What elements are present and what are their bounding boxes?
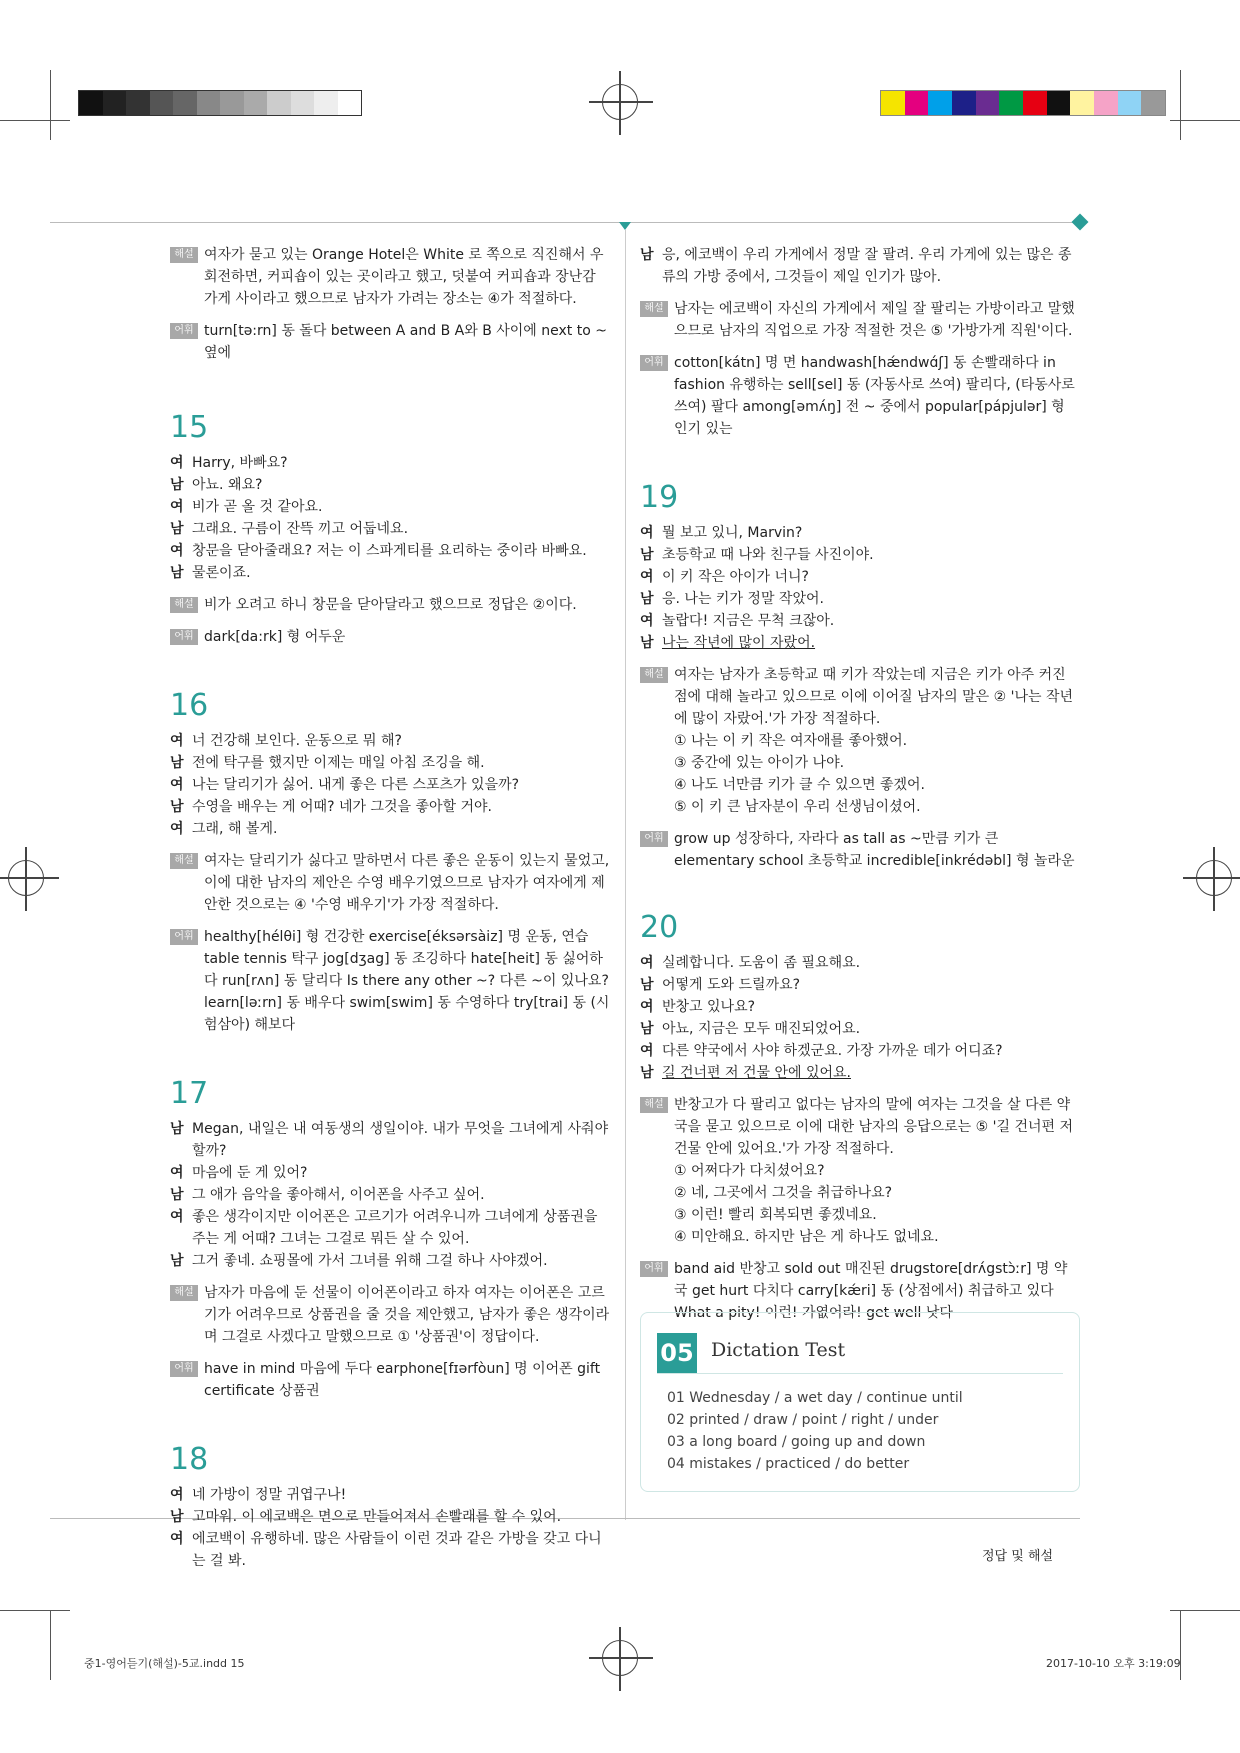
utterance: 아뇨. 왜요? xyxy=(192,477,263,493)
vocab-block xyxy=(170,926,610,1036)
speaker: 남 xyxy=(640,547,654,563)
dictation-title: Dictation Test xyxy=(711,1339,846,1361)
vocab-block xyxy=(170,626,610,648)
crop-mark xyxy=(0,120,70,121)
vocab-text: have in mind 마음에 두다 earphone[fɪərfòun] 명 이어폰 gift certificate 상품권 xyxy=(204,1361,601,1399)
speaker: 여 xyxy=(170,777,184,793)
vocab-block xyxy=(640,828,1080,872)
utterance: 반창고 있나요? xyxy=(662,999,756,1015)
utterance: 뭘 보고 있니, Marvin? xyxy=(662,525,803,541)
question-18 xyxy=(170,1442,610,1572)
utterance: 그 애가 음악을 좋아해서, 이어폰을 사주고 싶어. xyxy=(192,1187,485,1203)
option: ④ 미안해요. 하지만 남은 게 하나도 없네요. xyxy=(674,1229,939,1245)
dictation-item: 01 Wednesday / a wet day / continue until xyxy=(667,1390,963,1406)
utterance: 마음에 둔 게 있어? xyxy=(192,1165,308,1181)
timestamp-slug: 2017-10-10 오후 3:19:09 xyxy=(1046,1657,1181,1670)
registration-mark-bottom xyxy=(602,1640,638,1676)
registration-mark-right xyxy=(1196,860,1232,896)
crop-mark xyxy=(1170,1610,1240,1611)
explain-tag: 해설 xyxy=(170,853,198,869)
utterance: 응, 에코백이 우리 가게에서 정말 잘 팔려. 우리 가게에 있는 많은 종류의 가방 중에서, 그것들이 제일 인기가 많아. xyxy=(662,247,1072,285)
explain-text: 여자는 달리기가 싫다고 말하면서 다른 좋은 운동이 있는지 물었고, 이에 대한 남자의 제안은 수영 배우기였으므로 남자가 여자에게 제안한 것으로는 ④ '수영 배우기'가 가장 적절하다. xyxy=(204,853,610,913)
explain-text: 여자는 남자가 초등학교 때 키가 작았는데 지금은 키가 아주 커진 점에 대해 놀라고 있으므로 이에 이어질 남자의 말은 ② '나는 작년에 많이 자랐어.'가 가장 적절하다. xyxy=(674,667,1073,727)
utterance: 비가 곧 올 것 같아요. xyxy=(192,499,323,515)
answer-utterance: 나는 작년에 많이 자랐어. xyxy=(662,635,816,651)
speaker: 여 xyxy=(170,1209,184,1225)
utterance: 그래요. 구름이 잔뜩 끼고 어둡네요. xyxy=(192,521,409,537)
vocab-tag: 어휘 xyxy=(170,629,198,645)
vocab-tag: 어휘 xyxy=(170,929,198,945)
option: ① 나는 이 키 작은 여자애를 좋아했어. xyxy=(674,733,908,749)
dialogue-line xyxy=(640,244,1080,288)
utterance: 수영을 배우는 게 어때? 네가 그것을 좋아할 거야. xyxy=(192,799,492,815)
explain-tag: 해설 xyxy=(170,597,198,613)
dialogue-line xyxy=(640,996,1080,1018)
speaker: 여 xyxy=(640,999,654,1015)
speaker: 남 xyxy=(640,1065,654,1081)
dictation-rule xyxy=(657,1373,1063,1374)
dialogue-line xyxy=(170,1528,610,1572)
option: ③ 이런! 빨리 회복되면 좋겠네요. xyxy=(674,1207,877,1223)
question-16 xyxy=(170,688,610,1036)
explain-text: 남자가 마음에 둔 선물이 이어폰이라고 하자 여자는 이어폰은 고르기가 어려우므로 상품권을 줄 것을 제안했고, 남자가 좋은 생각이라며 그걸로 사겠다고 말했으므로 ① '상품권'이 정답이다. xyxy=(204,1285,610,1345)
explain-text: 여자가 묻고 있는 Orange Hotel은 White 로 쪽으로 직진해서 우회전하면, 커피숍이 있는 곳이라고 했고, 덧붙여 커피숍과 장난감 가게 사이라고 했으므로 남자가 가려는 장소는 ④가 적절하다. xyxy=(204,247,604,307)
explain-block xyxy=(170,850,610,916)
column-divider xyxy=(625,230,626,1520)
option: ④ 나도 너만큼 키가 클 수 있으면 좋겠어. xyxy=(674,777,926,793)
crop-mark xyxy=(1170,120,1240,121)
question-19 xyxy=(640,480,1080,872)
page-section-label: 정답 및 해설 xyxy=(982,1549,1054,1564)
utterance: 실례합니다. 도움이 좀 필요해요. xyxy=(662,955,861,971)
explain-block xyxy=(170,594,610,616)
explain-text: 반창고가 다 팔리고 없다는 남자의 말에 여자는 그것을 살 다른 약국을 묻고 있으므로 이에 대한 남자의 응답으로는 ⑤ '길 건너편 저 건물 안에 있어요.'가 가장 적절하다. xyxy=(674,1097,1073,1157)
vocab-text: band aid 반창고 sold out 매진된 drugstore[drʌ́gstɔ̀ːr] 명 약국 get hurt 다치다 carry[kǽri] 동 (상점에서) 취급하고 있다 What a pity! 이런! 가엾어라! get well 낫다 xyxy=(674,1261,1068,1321)
vocab-text: dark[da:rk] 형 어두운 xyxy=(204,629,346,645)
dialogue-line xyxy=(640,974,1080,996)
vocab-tag: 어휘 xyxy=(170,323,198,339)
dialogue-line xyxy=(170,562,610,584)
speaker: 남 xyxy=(170,1121,184,1137)
crop-mark xyxy=(50,1610,51,1680)
vocab-text: turn[tə:rn] 동 돌다 between A and B A와 B 사이에 next to ~ 옆에 xyxy=(204,323,607,361)
speaker: 여 xyxy=(640,955,654,971)
question-number: 19 xyxy=(640,480,679,515)
dialogue-line xyxy=(170,452,610,474)
color-swatch xyxy=(1141,91,1165,115)
color-swatch xyxy=(1070,91,1094,115)
speaker: 여 xyxy=(170,543,184,559)
utterance: Megan, 내일은 내 여동생의 생일이야. 내가 무엇을 그녀에게 사줘야 할까? xyxy=(192,1121,609,1159)
dialogue-line xyxy=(170,796,610,818)
utterance: 놀랍다! 지금은 무척 크잖아. xyxy=(662,613,835,629)
question-number: 18 xyxy=(170,1442,209,1477)
registration-mark-top xyxy=(602,84,638,120)
dialogue-line xyxy=(170,1206,610,1250)
dialogue-line xyxy=(170,1184,610,1206)
vocab-tag: 어휘 xyxy=(640,1261,668,1277)
vocab-text: healthy[hélθi] 형 건강한 exercise[éksərsàiz] 명 운동, 연습 table tennis 탁구 jog[dʒag] 동 조깅하다 hate[heit] 동 싫어하다 run[rʌn] 동 달리다 Is there any other ~? 다른 ~이 있나요? learn[ləːrn] 동 배우다 swim[swim] 동 수영하다 try[trai] 동 (시험삼아) 해보다 xyxy=(204,929,610,1033)
dialogue-line xyxy=(170,1484,610,1506)
speaker: 남 xyxy=(170,565,184,581)
dialogue-line xyxy=(170,818,610,840)
utterance: 다른 약국에서 사야 하겠군요. 가장 가까운 데가 어디죠? xyxy=(662,1043,1003,1059)
explain-text: 비가 오려고 하니 창문을 닫아달라고 했으므로 정답은 ②이다. xyxy=(204,597,577,613)
dialogue-line xyxy=(170,474,610,496)
answer-utterance: 길 건너편 저 건물 안에 있어요. xyxy=(662,1065,851,1081)
color-swatch xyxy=(1094,91,1118,115)
color-swatch xyxy=(999,91,1023,115)
vocab-text: cotton[kátn] 명 면 handwash[hǽndwɑ́ʃ] 동 손빨래하다 in fashion 유행하는 sell[sel] 동 (자동사로 쓰여) 팔리다, (타동사로 쓰여) 팔다 among[əmʌ́ŋ] 전 ~ 중에서 popular[pápjulər] 형 인기 있는 xyxy=(674,355,1075,437)
speaker: 여 xyxy=(640,525,654,541)
explain-block xyxy=(640,664,1080,818)
question-number: 15 xyxy=(170,410,209,445)
dictation-list xyxy=(667,1387,963,1475)
explain-tag: 해설 xyxy=(640,667,668,683)
dialogue-line xyxy=(170,730,610,752)
utterance: 물론이죠. xyxy=(192,565,251,581)
utterance: 이 키 작은 아이가 너니? xyxy=(662,569,809,585)
utterance: 에코백이 유행하네. 많은 사람들이 이런 것과 같은 가방을 갖고 다니는 걸 봐. xyxy=(192,1531,602,1569)
option: ② 네, 그곳에서 그것을 취급하나요? xyxy=(674,1185,893,1201)
left-column xyxy=(170,244,610,1572)
explain-block xyxy=(640,1094,1080,1248)
top-rule xyxy=(50,222,1080,223)
color-swatch xyxy=(1118,91,1142,115)
dictation-number: 05 xyxy=(657,1333,697,1373)
speaker: 남 xyxy=(640,977,654,993)
speaker: 여 xyxy=(170,821,184,837)
vocab-text: grow up 성장하다, 자라다 as tall as ~만큼 키가 큰 elementary school 초등학교 incredible[inkrédəbl] 형 놀라운 xyxy=(674,831,1075,869)
explain-block xyxy=(170,1282,610,1348)
speaker: 여 xyxy=(170,1487,184,1503)
crop-mark xyxy=(0,1610,70,1611)
speaker: 남 xyxy=(640,1021,654,1037)
vocab-block xyxy=(170,1358,610,1402)
dialogue-line xyxy=(170,1506,610,1528)
color-swatch xyxy=(928,91,952,115)
speaker: 여 xyxy=(170,1165,184,1181)
crop-mark xyxy=(50,70,51,140)
utterance: 응. 나는 키가 정말 작았어. xyxy=(662,591,824,607)
top-rule-diamond xyxy=(1072,214,1089,231)
color-swatch xyxy=(1023,91,1047,115)
explain-body xyxy=(674,664,1080,818)
explain-block xyxy=(170,244,610,310)
utterance: Harry, 바빠요? xyxy=(192,455,288,471)
speaker: 남 xyxy=(640,635,654,651)
speaker: 여 xyxy=(170,499,184,515)
dialogue-line xyxy=(640,952,1080,974)
dialogue-line xyxy=(640,632,1080,654)
speaker: 여 xyxy=(640,613,654,629)
explain-block xyxy=(640,298,1080,342)
speaker: 남 xyxy=(170,1187,184,1203)
speaker: 여 xyxy=(170,1531,184,1547)
right-column xyxy=(640,244,1080,1324)
speaker: 여 xyxy=(640,569,654,585)
dialogue-line xyxy=(170,496,610,518)
dialogue-line xyxy=(640,1018,1080,1040)
question-number: 16 xyxy=(170,688,209,723)
color-swatch xyxy=(976,91,1000,115)
utterance: 좋은 생각이지만 이어폰은 고르기가 어려우니까 그녀에게 상품권을 주는 게 어때? 그녀는 그걸로 뭐든 살 수 있어. xyxy=(192,1209,598,1247)
explain-tag: 해설 xyxy=(170,1285,198,1301)
speaker: 여 xyxy=(640,1043,654,1059)
dialogue-line xyxy=(170,540,610,562)
speaker: 남 xyxy=(170,477,184,493)
question-17 xyxy=(170,1076,610,1402)
dialogue-line xyxy=(640,588,1080,610)
speaker: 남 xyxy=(170,755,184,771)
utterance: 전에 탁구를 했지만 이제는 매일 아침 조깅을 해. xyxy=(192,755,485,771)
color-swatch xyxy=(881,91,905,115)
dialogue-line xyxy=(170,752,610,774)
utterance: 아뇨, 지금은 모두 매진되었어요. xyxy=(662,1021,861,1037)
speaker: 여 xyxy=(170,455,184,471)
speaker: 남 xyxy=(170,521,184,537)
utterance: 그거 좋네. 쇼핑몰에 가서 그녀를 위해 그걸 하나 사야겠어. xyxy=(192,1253,548,1269)
question-18-continued xyxy=(640,244,1080,440)
vocab-tag: 어휘 xyxy=(640,831,668,847)
speaker: 남 xyxy=(640,247,654,263)
dialogue-line xyxy=(640,522,1080,544)
dialogue-line xyxy=(640,1062,1080,1084)
option: ① 어쩌다가 다치셨어요? xyxy=(674,1163,825,1179)
dialogue-line xyxy=(640,566,1080,588)
dialogue-line xyxy=(170,1118,610,1162)
utterance: 너 건강해 보인다. 운동으로 뭐 해? xyxy=(192,733,402,749)
speaker: 남 xyxy=(640,591,654,607)
speaker: 남 xyxy=(170,1509,184,1525)
utterance: 고마워. 이 에코백은 면으로 만들어져서 손빨래를 할 수 있어. xyxy=(192,1509,562,1525)
vocab-block xyxy=(170,320,610,364)
dictation-item: 04 mistakes / practiced / do better xyxy=(667,1456,910,1472)
explain-body xyxy=(674,1094,1080,1248)
file-slug: 중1-영어듣기(해설)-5교.indd 15 xyxy=(84,1657,245,1670)
option: ③ 중간에 있는 아이가 나야. xyxy=(674,755,845,771)
dialogue-line xyxy=(170,1162,610,1184)
dictation-item: 03 a long board / going up and down xyxy=(667,1434,926,1450)
question-number: 17 xyxy=(170,1076,209,1111)
dictation-test-box xyxy=(640,1312,1080,1492)
dialogue-line xyxy=(640,1040,1080,1062)
utterance: 초등학교 때 나와 친구들 사진이야. xyxy=(662,547,874,563)
utterance: 어떻게 도와 드릴까요? xyxy=(662,977,801,993)
speaker: 남 xyxy=(170,799,184,815)
option: ⑤ 이 키 큰 남자분이 우리 선생님이셨어. xyxy=(674,799,921,815)
explain-tag: 해설 xyxy=(640,1097,668,1113)
speaker: 여 xyxy=(170,733,184,749)
vocab-tag: 어휘 xyxy=(170,1361,198,1377)
registration-mark-left xyxy=(8,860,44,896)
column-divider-marker xyxy=(619,222,631,230)
explain-tag: 해설 xyxy=(640,301,668,317)
dialogue-line xyxy=(640,544,1080,566)
vocab-tag: 어휘 xyxy=(640,355,668,371)
vocab-block xyxy=(640,352,1080,440)
question-20 xyxy=(640,910,1080,1324)
utterance: 창문을 닫아줄래요? 저는 이 스파게티를 요리하는 중이라 바빠요. xyxy=(192,543,587,559)
dialogue-line xyxy=(640,610,1080,632)
color-swatch xyxy=(905,91,929,115)
crop-mark xyxy=(1180,70,1181,140)
utterance: 그래, 해 볼게. xyxy=(192,821,278,837)
color-bar xyxy=(880,90,1166,116)
dialogue-line xyxy=(170,774,610,796)
question-15 xyxy=(170,410,610,648)
explain-tag: 해설 xyxy=(170,247,198,263)
dialogue-line xyxy=(170,1250,610,1272)
dictation-item: 02 printed / draw / point / right / under xyxy=(667,1412,939,1428)
explain-text: 남자는 에코백이 자신의 가게에서 제일 잘 팔리는 가방이라고 말했으므로 남자의 직업으로 가장 적절한 것은 ⑤ '가방가게 직원'이다. xyxy=(674,301,1075,339)
color-swatch xyxy=(952,91,976,115)
grayscale-bar xyxy=(78,90,362,116)
question-number: 20 xyxy=(640,910,679,945)
utterance: 나는 달리기가 싫어. 내게 좋은 다른 스포츠가 있을까? xyxy=(192,777,520,793)
speaker: 남 xyxy=(170,1253,184,1269)
utterance: 네 가방이 정말 귀엽구나! xyxy=(192,1487,347,1503)
color-swatch xyxy=(1047,91,1071,115)
dialogue-line xyxy=(170,518,610,540)
